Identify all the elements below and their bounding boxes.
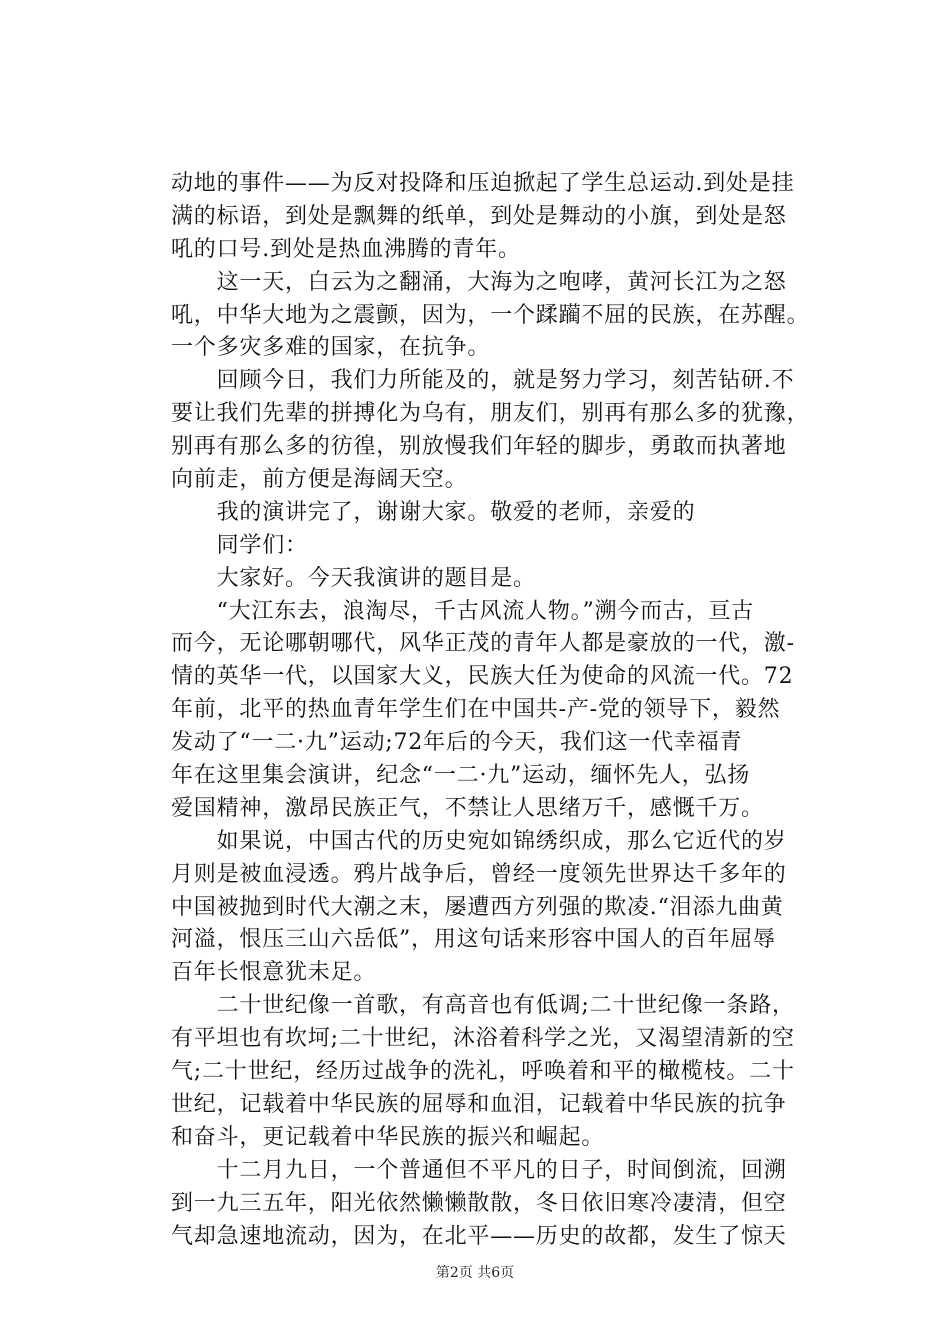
text-line: 而今，无论哪朝哪代，风华正茂的青年人都是豪放的一代，激- — [171, 631, 795, 657]
text-line: 和奋斗，更记载着中华民族的振兴和崛起。 — [171, 1124, 605, 1150]
text-line: 河溢，恨压三山六岳低”，用这句话来形容中国人的百年屈辱 — [171, 927, 776, 953]
text-line: 月则是被血浸透。鸦片战争后，曾经一度领先世界达千多年的 — [171, 861, 787, 887]
text-line: 一个多灾多难的国家，在抗争。 — [171, 335, 491, 361]
text-line: 别再有那么多的彷徨，别放慢我们年轻的脚步，勇敢而执著地 — [171, 434, 787, 460]
text-line: 向前走，前方便是海阔天空。 — [171, 467, 468, 493]
text-line: 十二月九日，一个普通但不平凡的日子，时间倒流，回溯 — [171, 1157, 787, 1183]
text-line: 大家好。今天我演讲的题目是。 — [171, 565, 536, 591]
text-line: 情的英华一代，以国家大义，民族大任为使命的风流一代。72 — [171, 664, 794, 690]
text-line: 中国被抛到时代大潮之末，屡遭西方列强的欺凌.“泪添九曲黄 — [171, 894, 784, 920]
text-line: “大江东去，浪淘尽，千古风流人物。”溯今而古，亘古 — [171, 598, 755, 624]
text-line: 这一天，白云为之翻涌，大海为之咆哮，黄河长江为之怒 — [171, 269, 787, 295]
text-line: 发动了“一二·九”运动;72年后的今天，我们这一代幸福青 — [171, 730, 743, 756]
text-line: 吼，中华大地为之震颤，因为，一个蹂躏不屈的民族，在苏醒。 — [171, 302, 810, 328]
text-line: 气;二十世纪，经历过战争的洗礼，呼唤着和平的橄榄枝。二十 — [171, 1059, 795, 1085]
page-footer: 第2页 共6页 — [435, 1265, 515, 1281]
text-line: 百年长恨意犹未足。 — [171, 960, 377, 986]
body-text — [171, 168, 861, 1253]
text-line: 到一九三五年，阳光依然懒懒散散，冬日依旧寒冷凄清，但空 — [171, 1190, 787, 1216]
text-line: 爱国精神，激昂民族正气，不禁让人思绪万千，感慨千万。 — [171, 795, 764, 821]
text-line: 气却急速地流动，因为，在北平——历史的故都，发生了惊天 — [171, 1223, 787, 1249]
text-line: 世纪，记载着中华民族的屈辱和血泪，记载着中华民族的抗争 — [171, 1091, 787, 1117]
text-line: 我的演讲完了，谢谢大家。敬爱的老师，亲爱的 — [171, 499, 696, 525]
text-line: 年在这里集会演讲，纪念“一二·九”运动，缅怀先人，弘扬 — [171, 763, 751, 789]
text-line: 有平坦也有坎坷;二十世纪，沐浴着科学之光，又渴望清新的空 — [171, 1026, 795, 1052]
text-line: 如果说，中国古代的历史宛如锦绣织成，那么它近代的岁 — [171, 828, 787, 854]
text-line: 同学们： — [171, 532, 308, 558]
text-line: 年前，北平的热血青年学生们在中国共-产-党的领导下，毅然 — [171, 697, 781, 723]
text-line: 动地的事件——为反对投降和压迫掀起了学生总运动.到处是挂 — [171, 171, 795, 196]
text-line: 要让我们先辈的拼搏化为乌有，朋友们，别再有那么多的犹豫， — [171, 401, 810, 427]
text-line: 满的标语，到处是飘舞的纸单，到处是舞动的小旗，到处是怒 — [171, 203, 787, 229]
text-line: 二十世纪像一首歌，有高音也有低调;二十世纪像一条路， — [171, 993, 795, 1019]
text-line: 回顾今日，我们力所能及的，就是努力学习，刻苦钻研.不 — [171, 368, 795, 394]
text-line: 吼的口号.到处是热血沸腾的青年。 — [171, 236, 521, 262]
